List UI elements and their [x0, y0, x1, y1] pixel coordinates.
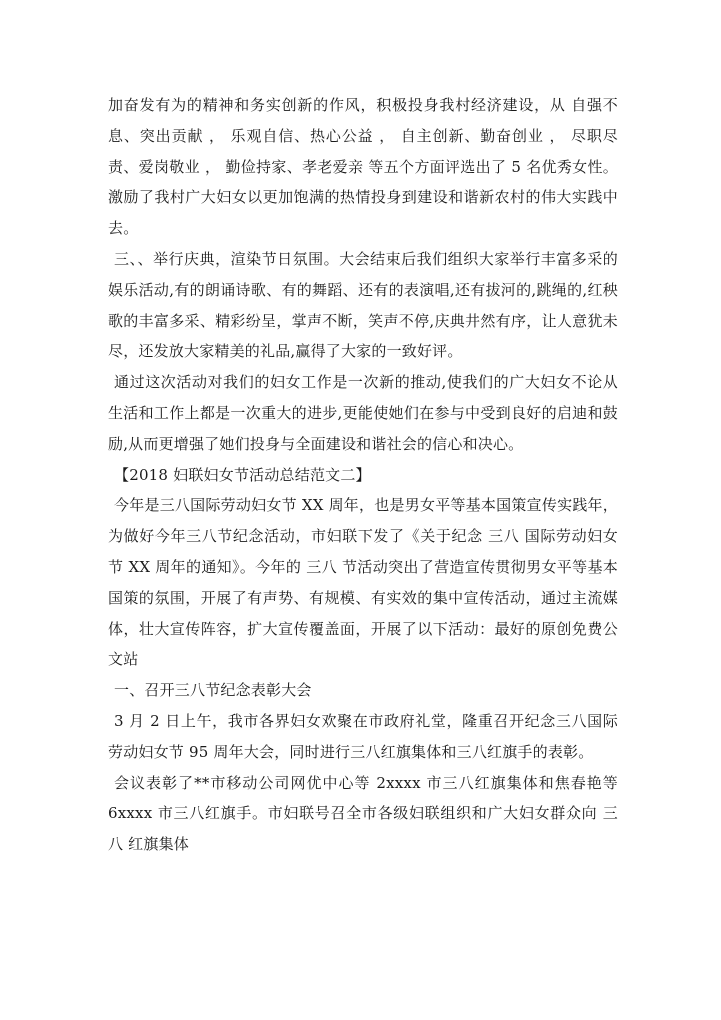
paragraph-5: 3 月 2 日上午，我市各界妇女欢聚在市政府礼堂，隆重召开纪念三八国际劳动妇女节 95 周年大会，同时进行三八红旗集体和三八红旗手的表彰。: [108, 711, 618, 761]
section-heading: 【2018 妇联妇女节活动总结范文二】: [114, 465, 371, 484]
paragraph-1: 加奋发有为的精神和务实创新的作风，积极投身我村经济建设，从 自强不息、突出贡献 ， 乐观自信、热心公益 ， 自主创新、勤奋创业 ， 尽职尽责、爱岗敬业 ， 勤俭持家、孝老爱亲 等五个方面评选出了 5 名优秀女性。激励了我村广大妇女以更加饱满的热情投身到建设和谐新农村的伟大实践中去。: [108, 96, 618, 238]
document-body: [108, 90, 623, 860]
paragraph-6: 会议表彰了**市移动公司网优中心等 2xxxx 市三八红旗集体和焦春艳等 6xxxx 市三八红旗手。市妇联号召全市各级妇联组织和广大妇女群众向 三八 红旗集体: [108, 773, 623, 854]
paragraph-2: 三、、举行庆典，渲染节日氛围。大会结束后我们组织大家举行丰富多采的娱乐活动,有的朗诵诗歌、有的舞蹈、还有的表演唱,还有拔河的,跳绳的,红秧歌的丰富多采、精彩纷呈，掌声不断，笑声不停,庆典井然有序，让人意犹未尽，还发放大家精美的礼品,赢得了大家的一致好评。: [108, 249, 618, 361]
subheading-1: 一、召开三八节纪念表彰大会: [114, 681, 312, 700]
paragraph-3: 通过这次活动对我们的妇女工作是一次新的推动,使我们的广大妇女不论从生活和工作上都是一次重大的进步,更能使她们在参与中受到良好的启迪和鼓励,从而更增强了她们投身与全面建设和谐社会的信心和决心。: [108, 373, 618, 453]
paragraph-4: 今年是三八国际劳动妇女节 XX 周年，也是男女平等基本国策宣传实践年，为做好今年三八节纪念活动，市妇联下发了《关于纪念 三八 国际劳动妇女节 XX 周年的通知》。今年的 三八 节活动突出了营造宣传贯彻男女平等基本国策的氛围，开展了有声势、有规模、有实效的集中宣传活动，通过主流媒体，壮大宣传阵容，扩大宣传覆盖面，开展了以下活动：最好的原创免费公文站: [108, 496, 618, 669]
